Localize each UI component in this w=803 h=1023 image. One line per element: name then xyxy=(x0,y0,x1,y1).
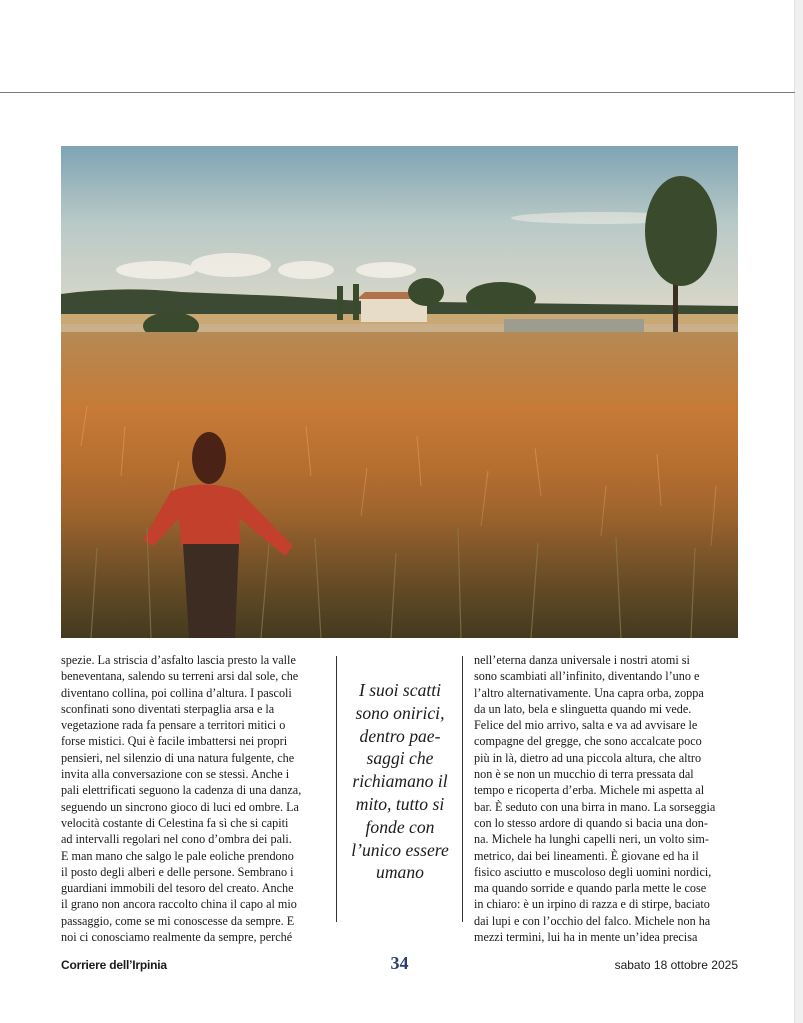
scrollbar[interactable] xyxy=(794,0,803,1023)
text-line: velocità costante di Celestina fa sì che si capiti xyxy=(61,815,289,830)
page-number: 34 xyxy=(390,953,409,973)
text-line: na. Michele ha lunghi capelli neri, un volto sim- xyxy=(474,832,709,847)
text-line: spezie. La striscia d’asfalto lascia presto la valle xyxy=(61,653,296,667)
text-line: invita alla conversazione con se stessi. Anche i xyxy=(61,767,290,782)
text-line: sconfinati sono diventati sterpaglia arsa e la xyxy=(61,701,275,716)
article-column-right xyxy=(474,652,738,945)
text-line: compagne del gregge, che sono accalcate poco xyxy=(474,734,702,749)
text-line: sono scambiati all’infinito, diventando l’uno e xyxy=(474,669,700,684)
pull-quote-line: sono onirici, xyxy=(355,702,445,723)
publication-name: Corriere dell’Irpinia xyxy=(61,958,167,972)
pull-quote-line: richiamano il xyxy=(352,771,448,792)
text-line: vegetazione rada fa pensare a territori mitici o xyxy=(61,718,286,733)
pull-quote-line: mito, tutto si xyxy=(355,793,445,814)
issue-date: sabato 18 ottobre 2025 xyxy=(614,958,738,972)
text-line: noi ci conosciamo realmente da sempre, perché xyxy=(61,930,293,945)
pull-quote-line: umano xyxy=(376,862,424,883)
text-line: in chiaro: è un irpino di razza e di stirpe, baciato xyxy=(474,897,710,912)
text-line: guardiani immobili del tesoro del creato. Anche xyxy=(61,881,294,896)
pull-quote-line: dentro pae- xyxy=(359,725,441,746)
text-line: diventano collina, poi collina d’altura. I pascoli xyxy=(61,685,292,700)
text-line: E man mano che salgo le pale eoliche prendono xyxy=(61,848,294,863)
text-line: pensieri, nel silenzio di una natura fulgente, che xyxy=(61,750,295,765)
text-line: ma quando sorride e quando parla mette le cose xyxy=(474,881,707,896)
text-line: ad intervalli regolari nel cono d’ombra dei pali. xyxy=(61,832,292,847)
text-line: pali elettrificati seguono la cadenza di una danza, xyxy=(61,783,302,798)
pull-quote-line: I suoi scatti xyxy=(358,680,442,700)
pull-quote xyxy=(340,679,460,884)
text-line: forse mistici. Qui è facile imbattersi nei propri xyxy=(61,734,288,749)
text-line: da un lato, bela e slinguetta quando mi vede. xyxy=(474,701,692,716)
text-line: passaggio, come se mi conoscesse da sempre. E xyxy=(61,913,295,928)
text-line: l’altro alternativamente. Una capra orba, zoppa xyxy=(474,685,704,700)
text-line: seguendo un sincrono gioco di luci ed ombre. La xyxy=(61,799,299,814)
text-line: con lo stesso ardore di quando si bacia una don- xyxy=(474,815,708,830)
top-divider xyxy=(0,92,795,93)
text-line: bar. È seduto con una birra in mano. La sorseggia xyxy=(474,799,716,814)
text-line: nell’eterna danza universale i nostri atomi si xyxy=(474,653,690,667)
text-line: beneventana, salendo su terreni arsi dal sole, che xyxy=(61,669,299,684)
text-line: il grano non ancora raccolto china il capo al mio xyxy=(61,897,297,912)
text-line: mezzi termini, lui ha in mente un’idea precisa xyxy=(474,930,698,945)
text-line: tempo e ricoperta d’erba. Michele mi aspetta al xyxy=(474,783,705,798)
pull-quote-line: l’unico essere xyxy=(351,839,449,860)
column-divider-left xyxy=(336,656,337,922)
text-line: il posto degli alberi e delle persone. Sembrano i xyxy=(61,864,294,879)
column-divider-right xyxy=(462,656,463,922)
text-line: non è se non un mucchio di terra pressata dal xyxy=(474,767,694,782)
article-column-left xyxy=(61,652,322,945)
article-photo xyxy=(61,146,738,638)
text-line: dai lupi e con l’occhio del falco. Michele non ha xyxy=(474,913,711,928)
page-footer xyxy=(61,955,738,975)
text-line: più in là, dietro ad una piccola altura, che altro xyxy=(474,750,702,765)
pull-quote-line: fonde con xyxy=(365,816,435,837)
pull-quote-line: saggi che xyxy=(366,748,434,769)
text-line: fisico asciutto e muscoloso degli uomini nordici, xyxy=(474,864,712,879)
text-line: Felice del mio arrivo, salta e va ad avvisare le xyxy=(474,718,698,733)
text-line: metrico, dai bei lineamenti. È giovane ed ha il xyxy=(474,848,699,863)
